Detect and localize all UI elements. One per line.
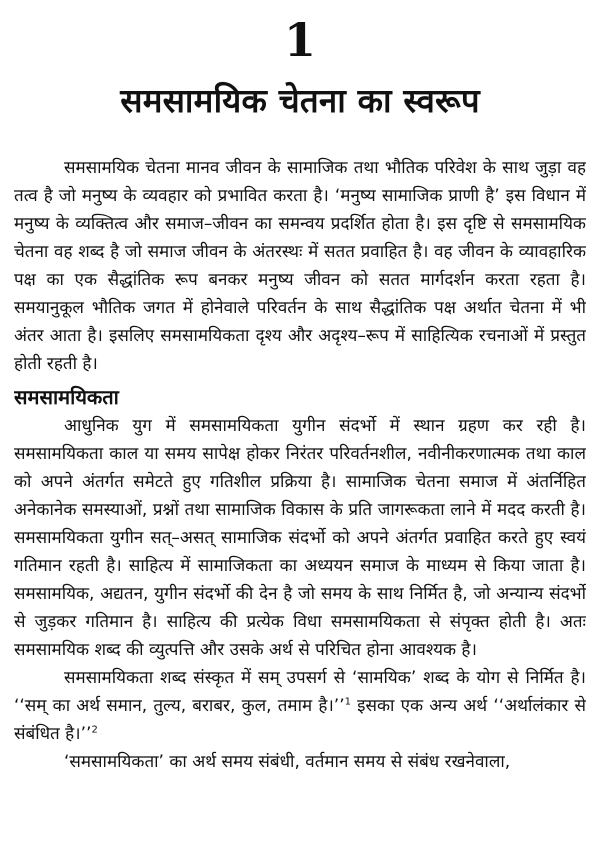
intro-paragraph: समसामयिक चेतना मानव जीवन के सामाजिक तथा भौतिक परिवेश के साथ जुड़ा वह तत्व है जो मनुष्य के व्यवहार को प्रभावित करता है। ‘मनुष्य सामाजिक प्राणी है’ इस विधान में मनुष्य के व्यक्तित्व और समाज–जीवन का समन्वय प्रदर्शित होता है। इस दृष्टि से समसामयिक चेतना वह शब्द है जो समाज जीवन के अंतरस्थः में सतत प्रवाहित है। वह जीवन के व्यावहारिक पक्ष का एक सैद्धांतिक रूप बनकर मनुष्य जीवन को सतत मार्गदर्शन करता रहता है। समयानुकूल भौतिक जगत में होनेवाले परिवर्तन के साथ सैद्धांतिक पक्ष अर्थात चेतना में भी अंतर आता है। इसलिए समसामयिकता दृश्य और अदृश्य–रूप में साहित्यिक रचनाओं में प्रस्तुत होती रहती है।: [14, 158, 586, 374]
meaning-paragraph: ‘समसामयिकता’ का अर्थ समय संबंधी, वर्तमान समय से संबंध रखनेवाला,: [64, 752, 511, 772]
chapter-number: 1: [283, 13, 316, 67]
section-heading: समसामयिकता: [14, 385, 119, 409]
footnote-ref-2: 2: [91, 724, 98, 736]
document-body: [14, 154, 586, 776]
etymology-text-part1: समसामयिकता शब्द संस्कृत में सम् उपसर्ग से ‘सामयिक’ शब्द के योग से निर्मित है। ‘‘सम् का अर्थ समान, तुल्य, बराबर, कुल, तमाम है।’’: [14, 668, 586, 716]
section-paragraph: आधुनिक युग में समसामयिकता युगीन संदर्भो में स्थान ग्रहण कर रही है। समसामयिकता काल या समय सापेक्ष होकर निरंतर परिवर्तनशील, नवीनीकरणात्मक तथा काल को अपने अंतर्गत समेटते हुए गतिशील प्रक्रिया है। सामाजिक चेतना समाज में अंतर्निहित अनेकानेक समस्याओं, प्रश्नों तथा सामाजिक विकास के प्रति जागरूकता लाने में मदद करती है। समसामयिकता युगीन सत्–असत् सामाजिक संदर्भो को अपने अंतर्गत प्रवाहित करते हुए स्वयं गतिमान रहती है। साहित्य में सामाजिकता का अध्ययन समाज के माध्यम से किया जाता है। समसामयिक, अद्यतन, युगीन संदर्भो की देन है जो समय के साथ निर्मित है, जो अन्यान्य संदर्भो से जुड़कर गतिमान है। साहित्य की प्रत्येक विधा समसामयिकता से संपृक्त होती है। अतः समसामयिक शब्द की व्युत्पत्ति और उसके अर्थ से परिचित होना आवश्यक है।: [14, 416, 586, 660]
chapter-title: समसामयिक चेतना का स्वरूप: [120, 81, 480, 120]
document-page: [14, 0, 586, 861]
etymology-paragraph: [14, 664, 586, 748]
footnote-ref-1: 1: [344, 696, 351, 708]
etymology-text-part2: इसका एक अन्य अर्थ ‘‘अर्थालंकार से संबंधित है।’’: [14, 696, 586, 744]
